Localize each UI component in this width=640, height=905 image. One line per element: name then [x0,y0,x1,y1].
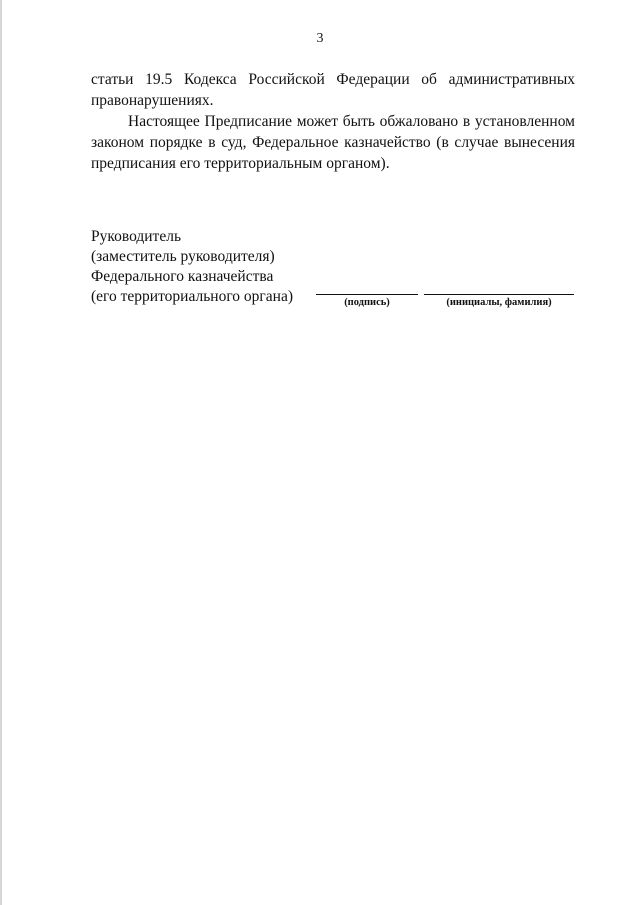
paragraph-continuation: статьи 19.5 Кодекса Российской Федерации об административных правонарушениях. [91,71,575,109]
name-caption: (инициалы, фамилия) [446,297,552,308]
signatory-line: Федерального казначейства [91,268,274,285]
page-number: 3 [316,31,324,46]
signature-caption: (подпись) [344,297,390,308]
name-line [424,294,574,295]
signatory-title [91,227,293,307]
page-edge [0,0,2,905]
signatory-line: Руководитель [91,228,182,245]
signature-line [316,294,418,295]
signatory-line: (заместитель руководителя) [91,248,275,265]
paragraph-appeal: Настоящее Предписание может быть обжаловано в установленном законом порядке в суд, Федеральное казначейство (в случае вынесения предписания его территориальным органом). [91,113,575,172]
document-body [91,69,575,174]
signatory-line: (его территориального органа) [91,288,293,305]
